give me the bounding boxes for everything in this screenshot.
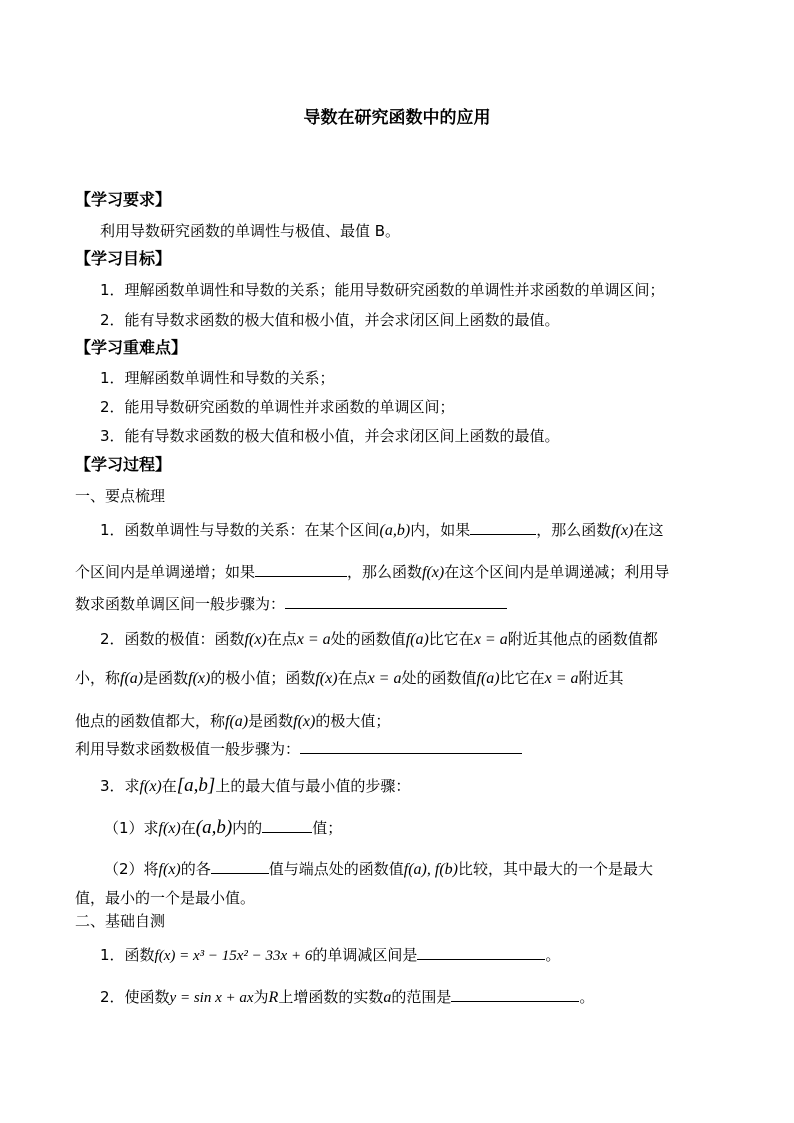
fx-math: f(x) xyxy=(188,670,211,687)
part2-heading: 二、基础自测 xyxy=(75,912,166,930)
fx-math: f(x) xyxy=(139,778,162,795)
fa-math: f(a) xyxy=(405,631,429,648)
p3-text-b: 在 xyxy=(161,777,177,795)
blank-monotonic-steps[interactable] xyxy=(285,594,507,609)
p2-text-f: 小，称 xyxy=(75,669,121,687)
part1-heading: 一、要点梳理 xyxy=(75,487,166,505)
p3-text-a: 3．求 xyxy=(100,777,140,795)
q2-text-e: 。 xyxy=(579,988,595,1006)
q2-text-b: 为 xyxy=(253,988,269,1006)
fa-fb-math: f(a), f(b) xyxy=(403,861,458,878)
key-point-item-3: 3．能有导数求函数的极大值和极小值，并会求闭区间上函数的最值。 xyxy=(100,427,560,445)
p3-s2-text-a: （2）将 xyxy=(104,860,159,878)
interval-open-ab: (a,b) xyxy=(379,522,411,539)
p2-text-k: 比它在 xyxy=(499,669,545,687)
fx-math: f(x) xyxy=(158,861,181,878)
q1-text-b: 的单调减区间是 xyxy=(312,946,418,964)
question-1 xyxy=(100,944,560,967)
p1-line-1 xyxy=(100,519,663,542)
func1-math: f(x) = x³ − 15x² − 33x + 6 xyxy=(154,948,313,964)
q1-text-c: 。 xyxy=(545,946,561,964)
page-title: 导数在研究函数中的应用 xyxy=(303,108,491,128)
p2-text-j: 处的函数值 xyxy=(401,669,477,687)
p2-text-n: 是函数 xyxy=(248,712,294,730)
p1-text-a: 1．函数单调性与导数的关系：在某个区间 xyxy=(100,521,380,539)
p1-text-f: ，那么函数 xyxy=(347,563,423,581)
p3-step-1 xyxy=(104,817,342,840)
q1-text-a: 1．函数 xyxy=(100,946,155,964)
fx-math: f(x) xyxy=(315,670,338,687)
p1-text-h: 数求函数单调区间一般步骤为： xyxy=(75,595,286,613)
q2-text-a: 2．使函数 xyxy=(100,988,170,1006)
q2-text-d: 的范围是 xyxy=(391,988,452,1006)
p2-text-d: 比它在 xyxy=(428,630,474,648)
p2-text-o: 的极大值； xyxy=(315,712,391,730)
p2-text-a: 2．函数的极值：函数 xyxy=(100,630,245,648)
p2-text-l: 附近其 xyxy=(578,669,624,687)
blank-critical-value[interactable] xyxy=(262,818,312,833)
p1-text-b: 内，如果 xyxy=(410,521,471,539)
p2-line-2 xyxy=(75,667,624,690)
p3-s2-text-d: 比较，其中最大的一个是最大 xyxy=(457,860,653,878)
p1-text-c: ，那么函数 xyxy=(536,521,612,539)
p3-line-1 xyxy=(100,775,410,798)
p3-step-2-cont: 值，最小的一个是最小值。 xyxy=(75,889,256,907)
p2-text-e: 附近其他点的函数值都 xyxy=(507,630,658,648)
x-eq-a-math: x = a xyxy=(473,631,508,648)
p3-s2-text-c: 值与端点处的函数值 xyxy=(268,860,404,878)
p2-text-p: 利用导数求函数极值一般步骤为： xyxy=(75,740,301,758)
p2-text-c: 处的函数值 xyxy=(330,630,406,648)
fx-math: f(x) xyxy=(158,820,181,837)
heading-process: 【学习过程】 xyxy=(75,455,172,474)
goal-item-2: 2．能有导数求函数的极大值和极小值，并会求闭区间上函数的最值。 xyxy=(100,311,560,329)
blank-extreme-value[interactable] xyxy=(211,859,269,874)
p3-s1-text-b: 在 xyxy=(180,819,196,837)
p2-text-m: 他点的函数值都大，称 xyxy=(75,712,226,730)
x-eq-a-math: x = a xyxy=(296,631,331,648)
blank-decreasing-condition[interactable] xyxy=(255,562,347,577)
goal-item-1: 1．理解函数单调性和导数的关系；能用导数研究函数的单调性并求函数的单调区间； xyxy=(100,281,665,299)
interval-closed-ab: [a,b] xyxy=(176,775,216,796)
p2-text-h: 的极小值；函数 xyxy=(210,669,316,687)
p2-line-1 xyxy=(100,628,658,651)
p2-text-i: 在点 xyxy=(337,669,368,687)
key-point-item-1: 1．理解函数单调性和导数的关系； xyxy=(100,369,335,387)
p3-s1-text-c: 内的 xyxy=(232,819,263,837)
blank-extremum-steps[interactable] xyxy=(300,739,522,754)
fx-math: f(x) xyxy=(244,631,267,648)
p3-s1-text-a: （1）求 xyxy=(104,819,159,837)
key-point-item-2: 2．能用导数研究函数的单调性并求函数的单调区间； xyxy=(100,398,455,416)
p1-text-e: 个区间内是单调递增；如果 xyxy=(75,563,256,581)
fa-math: f(a) xyxy=(120,670,144,687)
x-eq-a-math: x = a xyxy=(367,670,402,687)
question-2 xyxy=(100,986,594,1009)
p1-line-3 xyxy=(75,593,507,615)
requirement-text: 利用导数研究函数的单调性与极值、最值 B。 xyxy=(100,222,401,240)
a-math: a xyxy=(383,989,392,1006)
blank-increasing-condition[interactable] xyxy=(470,520,536,535)
p2-line-3 xyxy=(75,710,390,733)
p2-text-g: 是函数 xyxy=(143,669,189,687)
heading-requirement: 【学习要求】 xyxy=(75,190,172,209)
p2-line-4 xyxy=(75,738,522,760)
interval-open-ab: (a,b) xyxy=(195,817,233,838)
p3-step-2 xyxy=(104,858,653,881)
blank-decreasing-interval[interactable] xyxy=(417,945,545,960)
fa-math: f(a) xyxy=(225,713,249,730)
heading-goals: 【学习目标】 xyxy=(75,249,172,268)
heading-key-points: 【学习重难点】 xyxy=(75,338,188,357)
q2-text-c: 上增函数的实数 xyxy=(278,988,384,1006)
blank-a-range[interactable] xyxy=(451,987,579,1002)
fa-math: f(a) xyxy=(476,670,500,687)
p1-line-2 xyxy=(75,561,669,584)
p1-text-g: 在这个区间内是单调递减；利用导 xyxy=(444,563,670,581)
fx-math: f(x) xyxy=(422,564,445,581)
p1-text-d: 在这 xyxy=(633,521,664,539)
fx-math: f(x) xyxy=(611,522,634,539)
p3-s2-text-b: 的各 xyxy=(180,860,211,878)
R-math: R xyxy=(268,989,279,1006)
p3-text-c: 上的最大值与最小值的步骤： xyxy=(215,777,411,795)
p2-text-b: 在点 xyxy=(266,630,297,648)
x-eq-a-math: x = a xyxy=(544,670,579,687)
func2-math: y = sin x + ax xyxy=(169,990,254,1006)
fx-math: f(x) xyxy=(293,713,316,730)
p3-s1-text-d: 值； xyxy=(312,819,343,837)
